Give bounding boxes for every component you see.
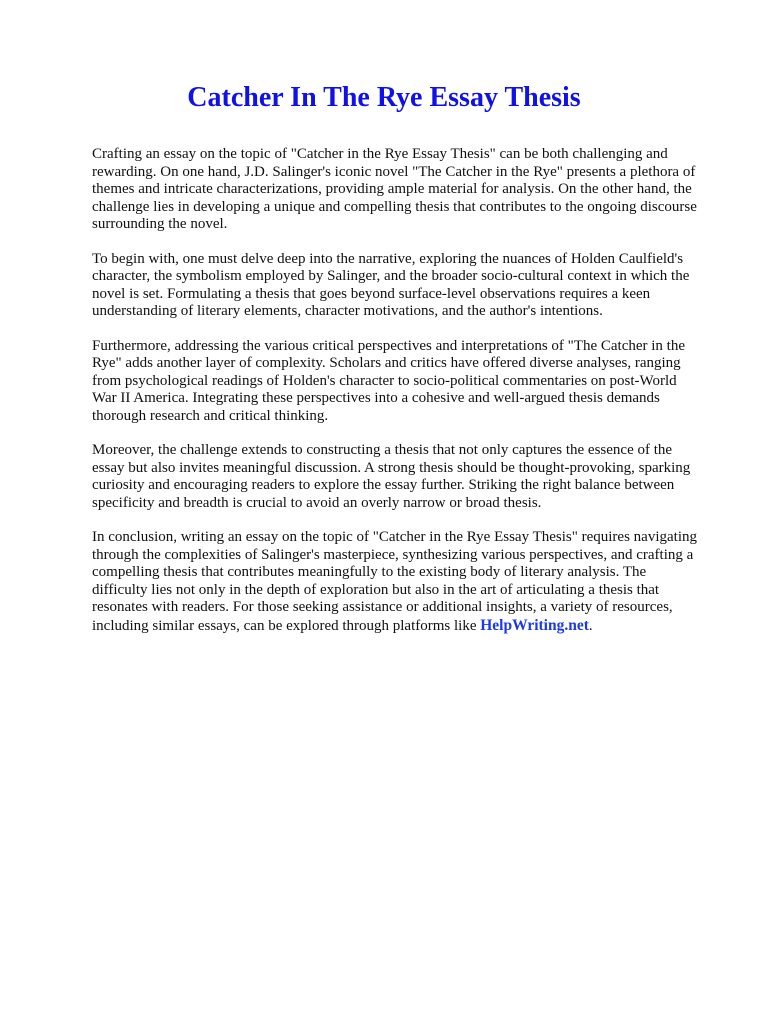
paragraph-perspectives: Furthermore, addressing the various critical perspectives and interpretations of "The Catcher in the Rye" adds another layer of complexity. Scholars and critics have offered diverse analyses, ranging from psychological readings of Holden's character to socio-political commentaries on post-World War II America. Integrating these perspectives into a cohesive and well-argued thesis demands thorough research and critical thinking.	[92, 337, 686, 424]
helpwriting-link[interactable]: HelpWriting.net	[480, 616, 589, 634]
paragraph-conclusion	[92, 529, 704, 635]
document-body	[92, 146, 704, 652]
paragraph-challenge: Moreover, the challenge extends to constructing a thesis that not only captures the essence of the essay but also invites meaningful discussion. A strong thesis should be thought-provoking, sparking curiosity and encouraging readers to explore the essay further. Striking the right balance between specificity and breadth is crucial to avoid an overly narrow or broad thesis.	[92, 442, 691, 511]
document-title: Catcher In The Rye Essay Thesis	[187, 82, 581, 113]
conclusion-end: .	[588, 617, 593, 634]
paragraph-intro: Crafting an essay on the topic of "Catcher in the Rye Essay Thesis" can be both challenging and rewarding. On one hand, J.D. Salinger's iconic novel "The Catcher in the Rye" presents a plethora of themes and intricate characterizations, providing ample material for analysis. On the other hand, the challenge lies in developing a unique and compelling thesis that contributes to the ongoing discourse surrounding the novel.	[92, 146, 697, 232]
paragraph-narrative: To begin with, one must delve deep into the narrative, exploring the nuances of Holden Caulfield's character, the symbolism employed by Salinger, and the broader socio-cultural context in which the novel is set. Formulating a thesis that goes beyond surface-level observations requires a keen understanding of literary elements, character motivations, and the author's intentions.	[92, 250, 690, 319]
conclusion-text: In conclusion, writing an essay on the topic of "Catcher in the Rye Essay Thesis" requires navigating through the complexities of Salinger's masterpiece, synthesizing various perspectives, and crafting a compelling thesis that contributes meaningfully to the existing body of literary analysis. The difficulty lies not only in the depth of exploration but also in the art of articulating a thesis that resonates with readers. For those seeking assistance or additional insights, a variety of resources, including similar essays, can be explored through platforms like	[92, 529, 697, 634]
